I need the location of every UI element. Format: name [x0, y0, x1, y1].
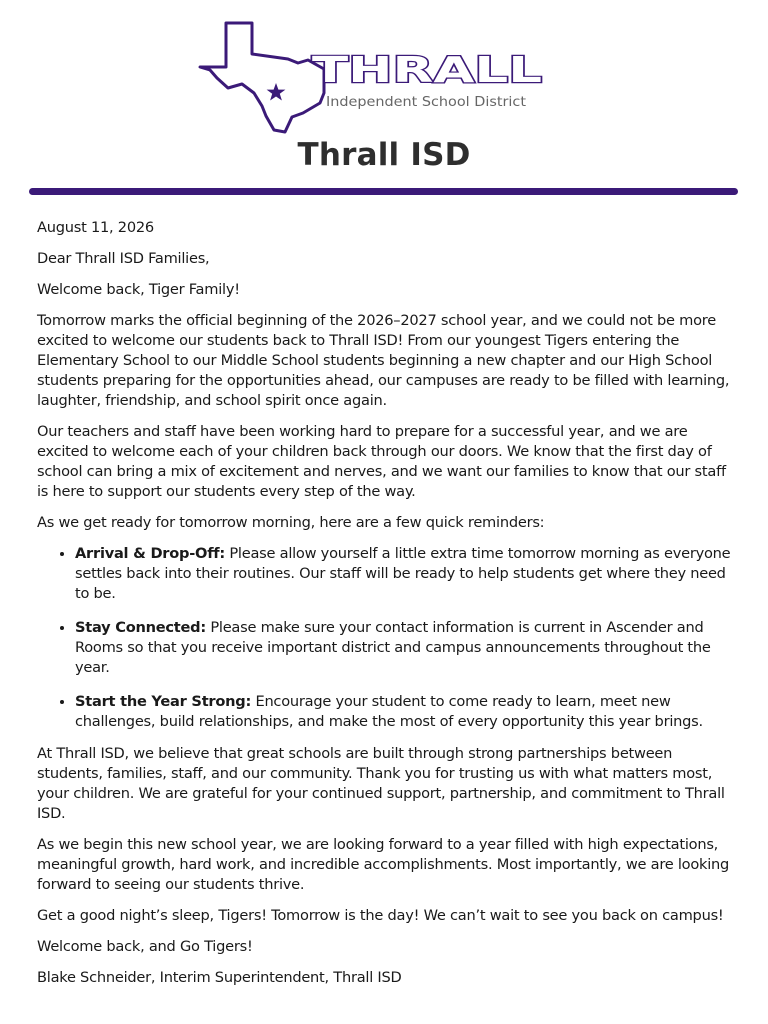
list-item: [75, 692, 737, 732]
reminder-title: Start the Year Strong:: [75, 693, 252, 710]
letter-date: August 11, 2026: [37, 219, 154, 236]
thrall-isd-logo: [196, 20, 546, 135]
reminder-text: Encourage your student to come ready to learn, meet new challenges, build relationships, and make the most of every opportunity this year brings.: [75, 693, 703, 730]
letterhead: [0, 0, 768, 200]
list-item: [75, 544, 737, 604]
letter-salutation: Dear Thrall ISD Families,: [37, 250, 210, 267]
reminder-title: Arrival & Drop-Off:: [75, 545, 225, 562]
letter-closing: Welcome back, and Go Tigers!: [37, 938, 253, 955]
header-divider: [29, 188, 738, 195]
reminder-title: Stay Connected:: [75, 619, 206, 636]
reminders-intro: As we get ready for tomorrow morning, here are a few quick reminders:: [37, 514, 545, 531]
reminders-list: [37, 544, 737, 732]
texas-outline-icon: [200, 23, 324, 132]
letter-paragraph-4: As we begin this new school year, we are looking forward to a year filled with high expectations, meaningful growth, hard work, and incredible accomplishments. Most importantly, we are looking forward to seeing our students thrive.: [37, 836, 730, 893]
list-item: [75, 618, 737, 678]
logo-wordmark: THRALL: [312, 50, 542, 91]
page-title: Thrall ISD: [297, 137, 471, 173]
letter-paragraph-3: At Thrall ISD, we believe that great schools are built through strong partnerships between students, families, staff, and our community. Thank you for trusting us with what matters most, your children. We are grateful for your continued support, partnership, and commitment to Thrall ISD.: [37, 745, 725, 822]
reminder-text: Please allow yourself a little extra time tomorrow morning as everyone settles back into their routines. Our staff will be ready to help students get where they need to be.: [75, 545, 731, 602]
logo-subtitle: Independent School District: [326, 94, 526, 110]
letter-paragraph-5: Get a good night’s sleep, Tigers! Tomorrow is the day! We can’t wait to see you back on campus!: [37, 907, 724, 924]
letter-paragraph-2: Our teachers and staff have been working hard to prepare for a successful year, and we are excited to welcome each of your children back through our doors. We know that the first day of school can bring a mix of excitement and nerves, and we want our families to know that our staff is here to support our students every step of the way.: [37, 423, 726, 500]
reminder-text: Please make sure your contact information is current in Ascender and Rooms so that you receive important district and campus announcements throughout the year.: [75, 619, 711, 676]
letter-signature: Blake Schneider, Interim Superintendent, Thrall ISD: [37, 969, 402, 986]
letter-body: [37, 218, 737, 999]
letter-paragraph-1: Tomorrow marks the official beginning of the 2026–2027 school year, and we could not be more excited to welcome our students back to Thrall ISD! From our youngest Tigers entering the Elementary School to our Middle School students beginning a new chapter and our High School students preparing for the opportunities ahead, our campuses are ready to be filled with learning, laughter, friendship, and school spirit once again.: [37, 312, 730, 409]
letter-greeting: Welcome back, Tiger Family!: [37, 281, 240, 298]
